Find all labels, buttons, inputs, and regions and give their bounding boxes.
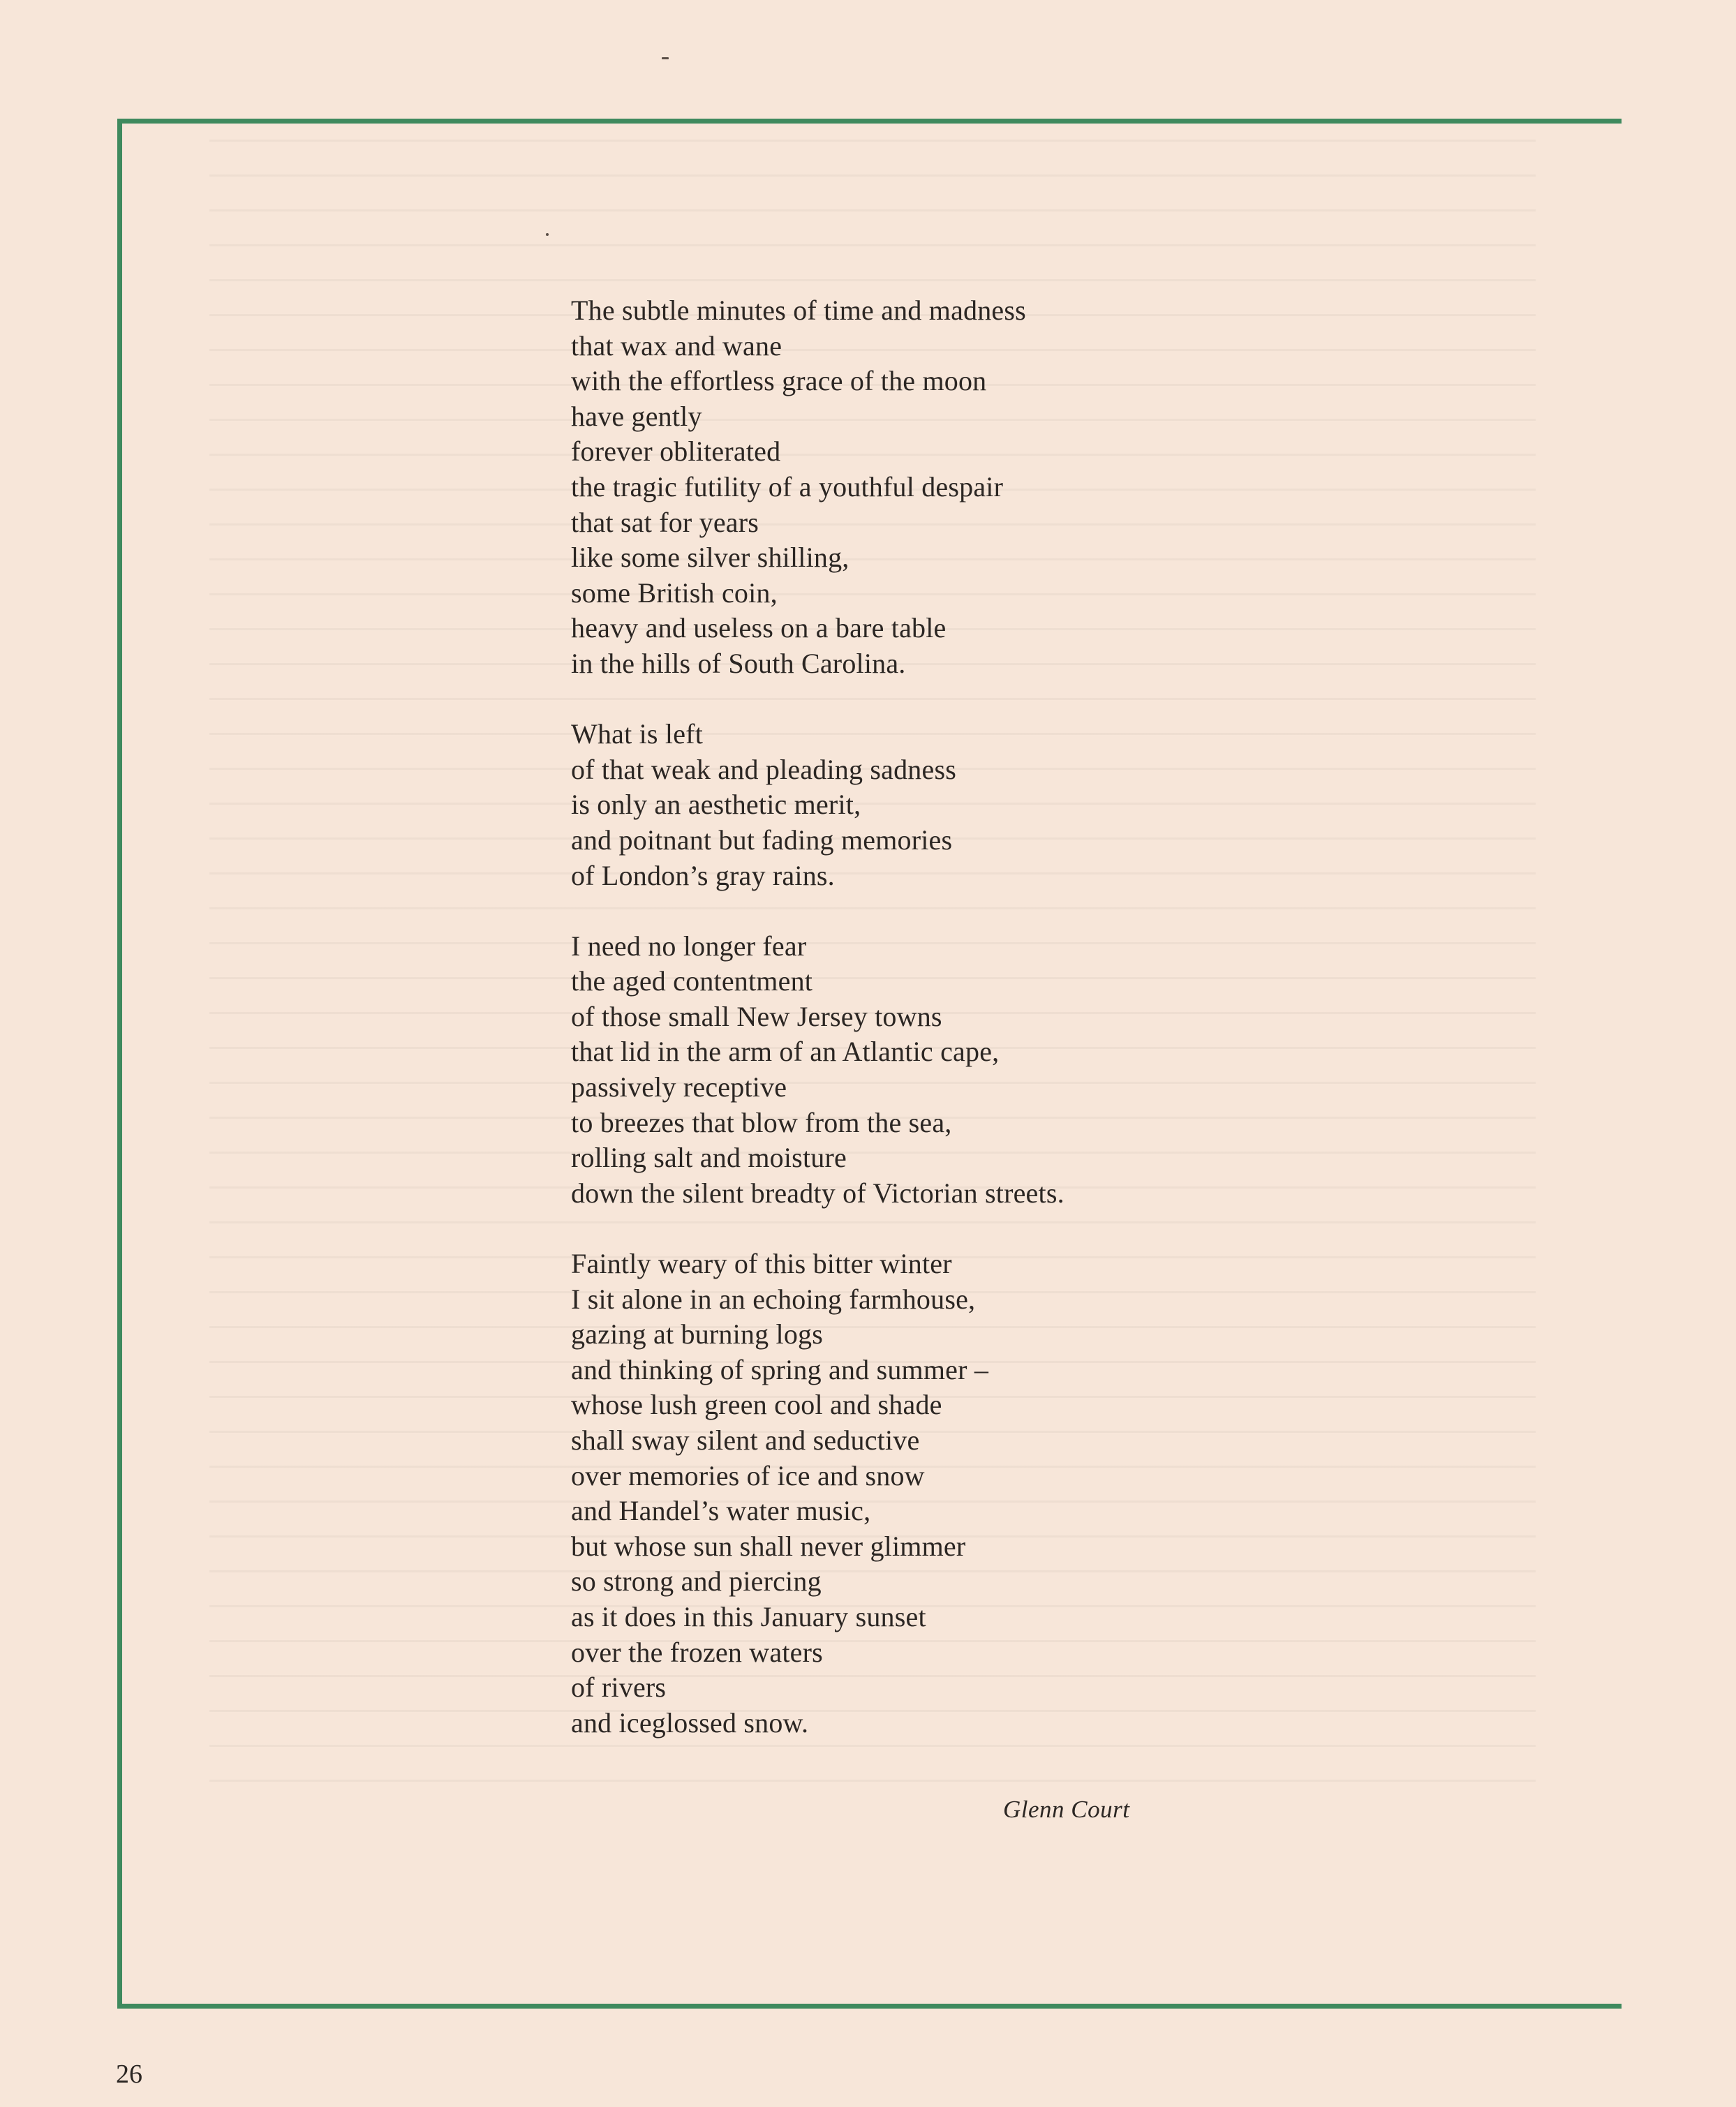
poem-line: passively receptive [571, 1071, 787, 1103]
poem-line: down the silent breadty of Victorian streets. [571, 1177, 1064, 1209]
poem-line: in the hills of South Carolina. [571, 647, 906, 679]
poem-line: some British coin, [571, 576, 778, 609]
poem-line: over the frozen waters [571, 1636, 823, 1668]
poem-line: is only an aesthetic merit, [571, 789, 861, 821]
poem-line: The subtle minutes of time and madness [571, 295, 1026, 326]
poem-line: and thinking of spring and summer – [571, 1353, 989, 1385]
poem-line: and iceglossed snow. [571, 1706, 809, 1739]
poem-line: so strong and piercing [571, 1565, 822, 1598]
poem-line: that sat for years [571, 506, 759, 538]
ink-speck [662, 57, 669, 59]
page-number: 26 [116, 2060, 142, 2089]
poem-line: that wax and wane [571, 329, 782, 362]
poem-line: and poitnant but fading memories [571, 824, 953, 856]
poem-line: shall sway silent and seductive [571, 1424, 920, 1456]
poem-line: Faintly weary of this bitter winter [571, 1248, 952, 1280]
poem-line: over memories of ice and snow [571, 1459, 925, 1491]
ink-speck [546, 233, 549, 236]
poem-stanza [571, 293, 1513, 682]
poem-body [571, 293, 1513, 1776]
poem-line: I need no longer fear [571, 930, 807, 962]
poem-author: Glenn Court [1003, 1796, 1130, 1823]
poem-line: I sit alone in an echoing farmhouse, [571, 1283, 976, 1315]
poem-line: the tragic futility of a youthful despair [571, 470, 1004, 502]
poem-line: whose lush green cool and shade [571, 1389, 942, 1421]
poem-line: with the effortless grace of the moon [571, 365, 987, 397]
poem-line: of those small New Jersey towns [571, 1000, 942, 1032]
poem-line: the aged contentment [571, 965, 813, 997]
poem-line: of that weak and pleading sadness [571, 753, 956, 785]
poem-line: as it does in this January sunset [571, 1600, 926, 1632]
poem-line: and Handel’s water music, [571, 1495, 871, 1527]
poem-line: of rivers [571, 1672, 667, 1704]
poem-stanza [571, 717, 1513, 893]
poem-line: What is left [571, 718, 704, 750]
poem-line: of London’s gray rains. [571, 859, 835, 891]
poem-line: like some silver shilling, [571, 542, 850, 574]
poem-stanza [571, 929, 1513, 1212]
poem-line: have gently [571, 400, 702, 432]
poem-line: that lid in the arm of an Atlantic cape, [571, 1036, 1000, 1068]
poem-line: rolling salt and moisture [571, 1142, 847, 1174]
poem-line: forever obliterated [571, 435, 781, 468]
poem-line: gazing at burning logs [571, 1318, 824, 1350]
poem-line: heavy and useless on a bare table [571, 612, 947, 644]
poem-stanza [571, 1246, 1513, 1741]
poem-line: to breezes that blow from the sea, [571, 1106, 952, 1138]
poem-line: but whose sun shall never glimmer [571, 1530, 966, 1562]
